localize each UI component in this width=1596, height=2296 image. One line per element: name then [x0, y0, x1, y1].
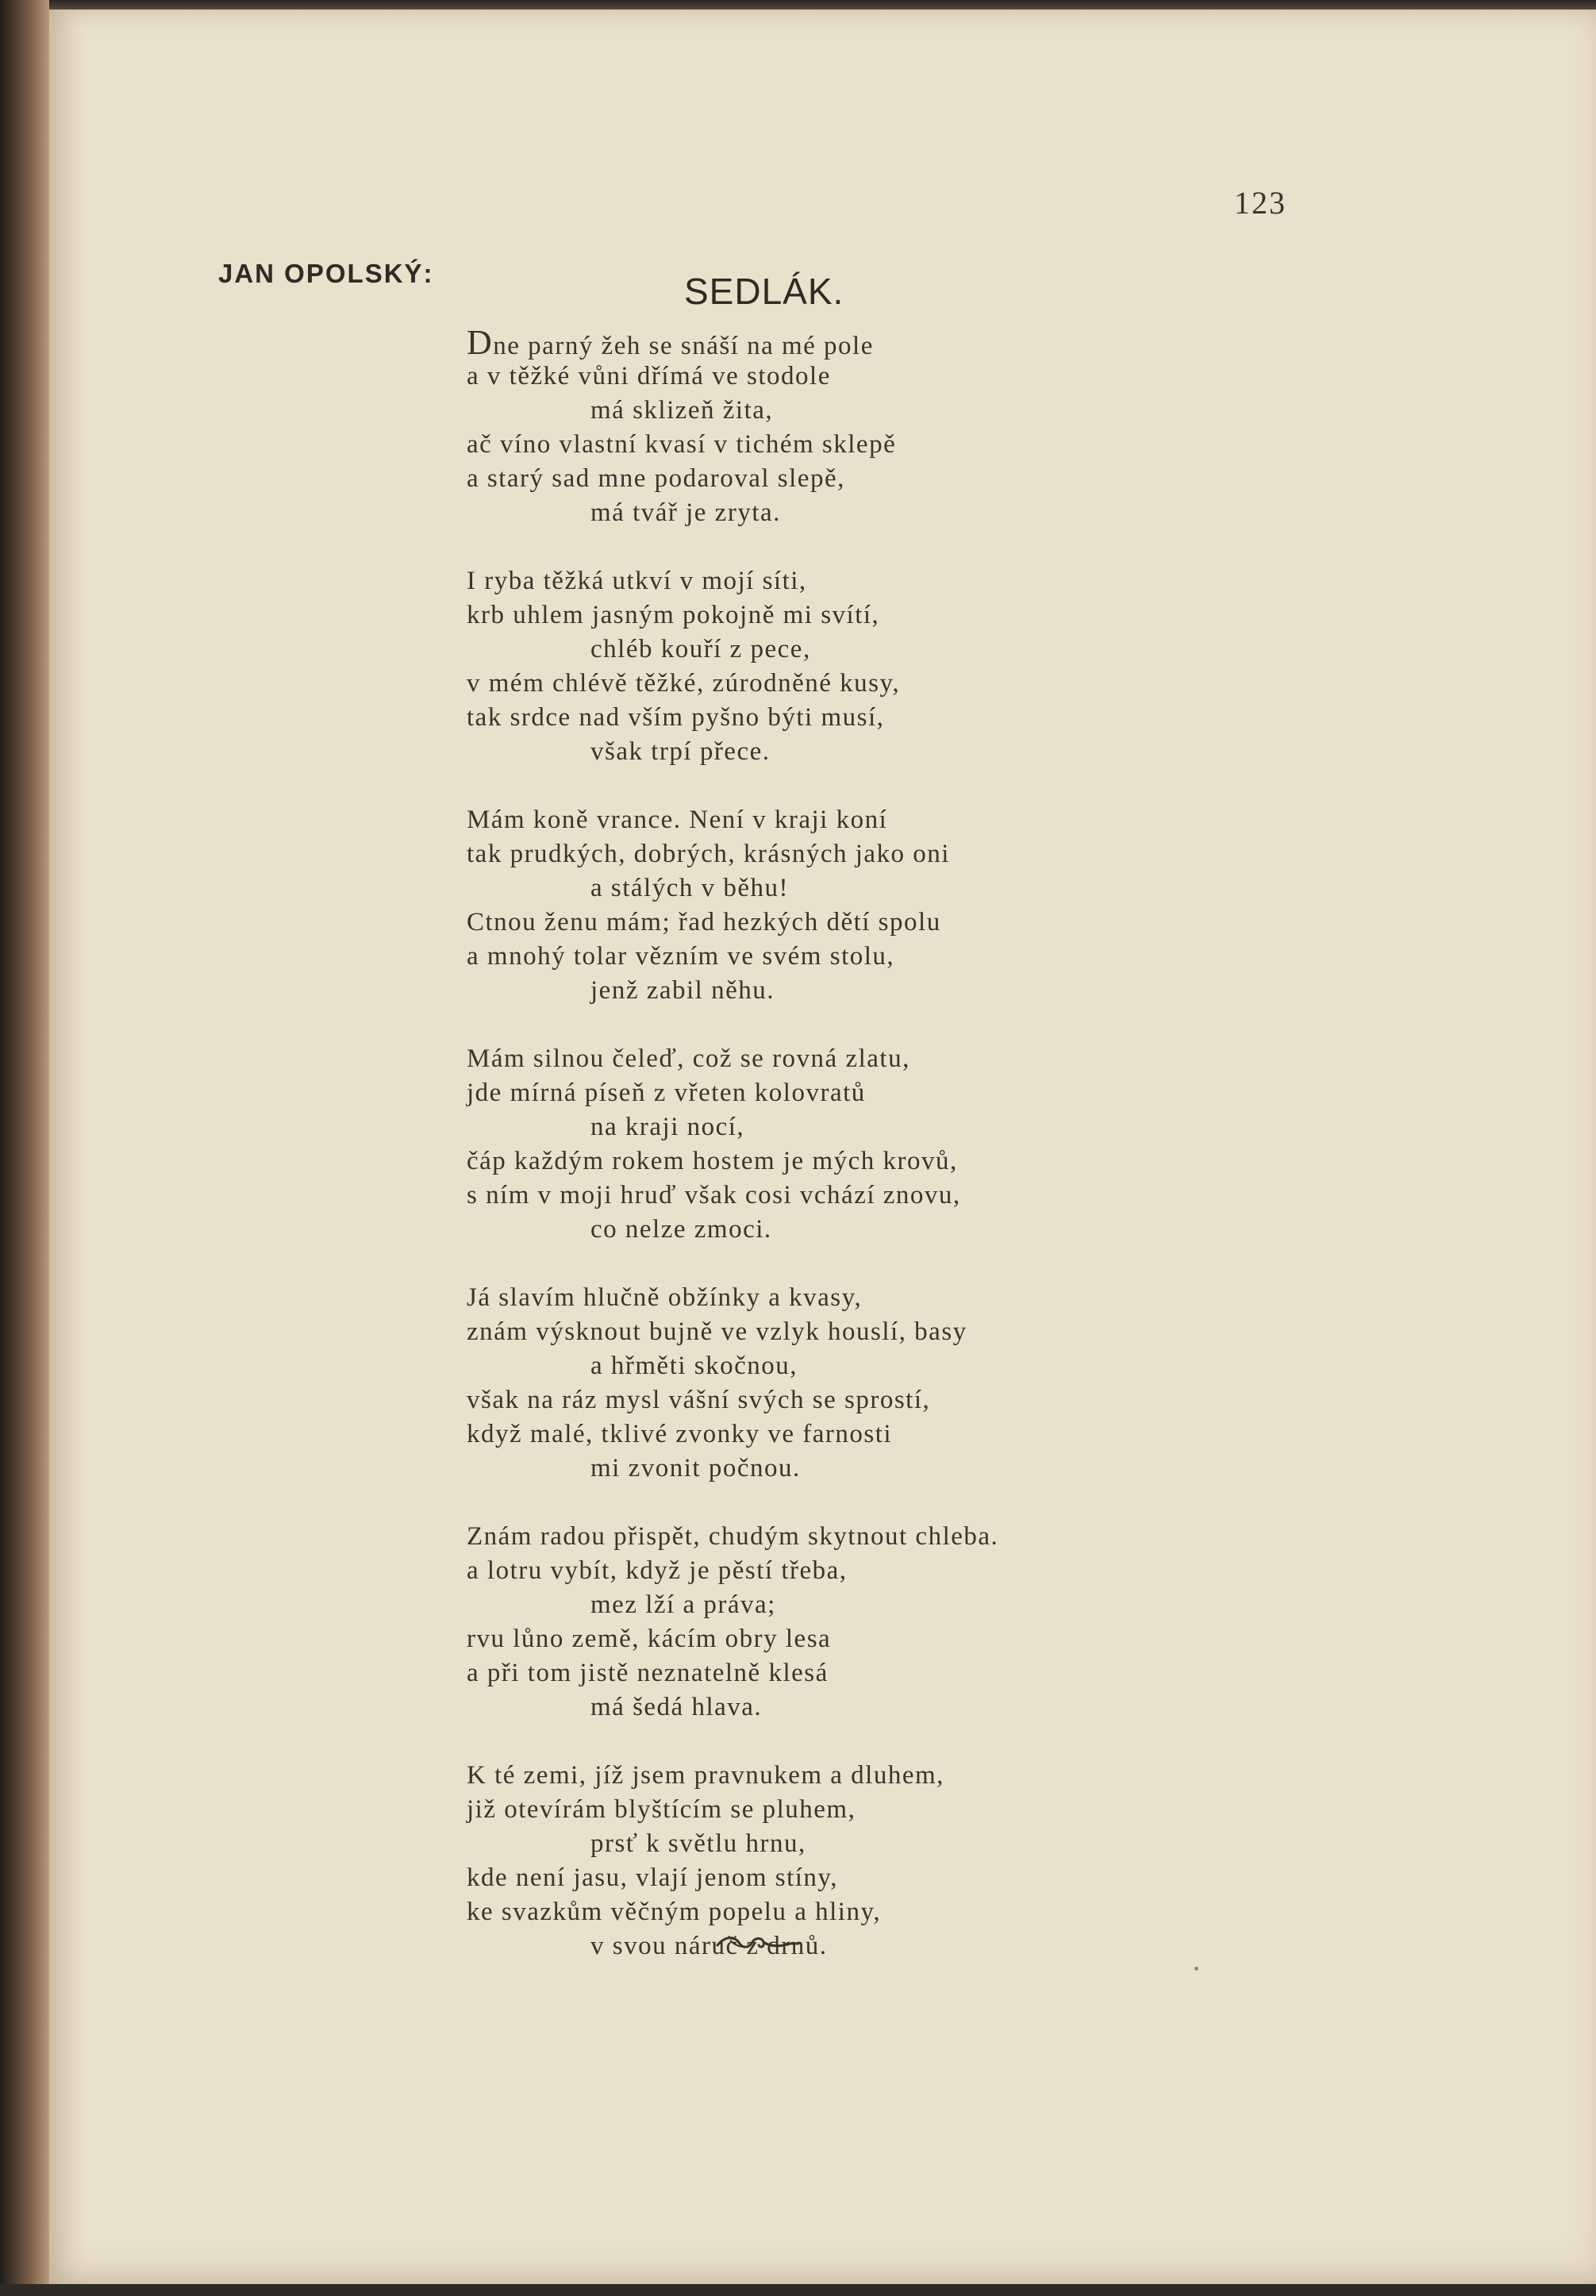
poem-line: na kraji nocí, [590, 1113, 745, 1141]
poem-line: tak srdce nad vším pyšno býti musí, [467, 703, 885, 732]
poem-line: chléb kouří z pece, [590, 635, 811, 663]
poem-line: a mnohý tolar vězním ve svém stolu, [467, 942, 895, 971]
poem-line: jenž zabil něhu. [590, 976, 775, 1005]
poem-line: a stálých v běhu! [590, 874, 790, 902]
poem-line: v mém chlévě těžké, zúrodněné kusy, [467, 669, 901, 698]
poem-line: a hřměti skočnou, [590, 1352, 798, 1380]
poem-line: rvu lůno země, kácím obry lesa [467, 1625, 832, 1653]
poem-line: však trpí přece. [590, 737, 771, 766]
page-bottom-edge [0, 2284, 1596, 2296]
poem-line: tak prudkých, dobrých, krásných jako oni [467, 840, 950, 868]
poem-line: s ním v moji hruď však cosi vchází znovu, [467, 1181, 961, 1210]
poem-line: v svou náruč z drnů. [590, 1932, 828, 1960]
poem-line: Mám koně vrance. Není v kraji koní [467, 806, 888, 834]
poem-line: již otevírám blyštícím se pluhem, [467, 1795, 856, 1824]
book-spine [0, 0, 49, 2296]
poem-line: jde mírná píseň z vřeten kolovratů [467, 1079, 866, 1107]
first-line-text: ne parný žeh se snáší na mé pole [493, 332, 874, 360]
poem-line: a v těžké vůni dřímá ve stodole [467, 362, 831, 390]
stanza [467, 803, 1419, 1008]
page-number: 123 [1234, 185, 1286, 221]
poem-line: K té zemi, jíž jsem pravnukem a dluhem, [467, 1761, 944, 1790]
poem-line: Ctnou ženu mám; řad hezkých dětí spolu [467, 908, 941, 936]
poem-line: I ryba těžká utkví v mojí síti, [467, 567, 807, 595]
poem-line: krb uhlem jasným pokojně mi svítí, [467, 601, 880, 629]
poem-title: SEDLÁK. [684, 271, 844, 312]
poem-line: a při tom jistě neznatelně klesá [467, 1659, 829, 1687]
first-letter: D [467, 323, 494, 362]
poem-line: a starý sad mne podaroval slepě, [467, 464, 845, 493]
poem-line: má sklizeň žita, [590, 396, 774, 425]
poem-line: Znám radou přispět, chudým skytnout chleba. [467, 1522, 999, 1551]
poem-line: když malé, tklivé zvonky ve farnosti [467, 1420, 893, 1448]
poem-line: mi zvonit počnou. [590, 1454, 801, 1483]
poem-line: Mám silnou čeleď, což se rovná zlatu, [467, 1044, 910, 1073]
poem-line: co nelze zmoci. [590, 1215, 772, 1244]
poem-line: znám výsknout bujně ve vzlyk houslí, basy [467, 1317, 967, 1346]
poem-line: a lotru vybít, když je pěstí třeba, [467, 1556, 848, 1585]
poem-line: čáp každým rokem hostem je mých krovů, [467, 1147, 958, 1175]
stanza [467, 325, 1419, 530]
author-name: JAN OPOLSKÝ: [218, 259, 434, 288]
poem-line: Já slavím hlučně obžínky a kvasy, [467, 1283, 863, 1312]
poem-line: však na ráz mysl vášní svých se sprostí, [467, 1386, 931, 1414]
poem-line: mez lží a práva; [590, 1590, 776, 1619]
poem-line: má šedá hlava. [590, 1693, 763, 1721]
stanza [467, 1520, 1419, 1725]
stanza [467, 1281, 1419, 1486]
stanza [467, 1759, 1419, 1963]
stanza [467, 1042, 1419, 1247]
poem-line [467, 325, 1419, 360]
poem-line: ač víno vlastní kvasí v tichém sklepě [467, 430, 897, 459]
stanza [467, 564, 1419, 769]
paper-speck [1194, 1967, 1198, 1971]
page-top-edge [49, 0, 1596, 10]
poem-line: prsť k světlu hrnu, [590, 1829, 806, 1858]
poem-line: má tvář je zryta. [590, 498, 781, 527]
poem-body [467, 325, 1419, 1998]
poem-line: ke svazkům věčným popelu a hliny, [467, 1898, 882, 1926]
poem-line: kde není jasu, vlají jenom stíny, [467, 1863, 839, 1892]
vine-ornament-icon [714, 1931, 802, 1955]
